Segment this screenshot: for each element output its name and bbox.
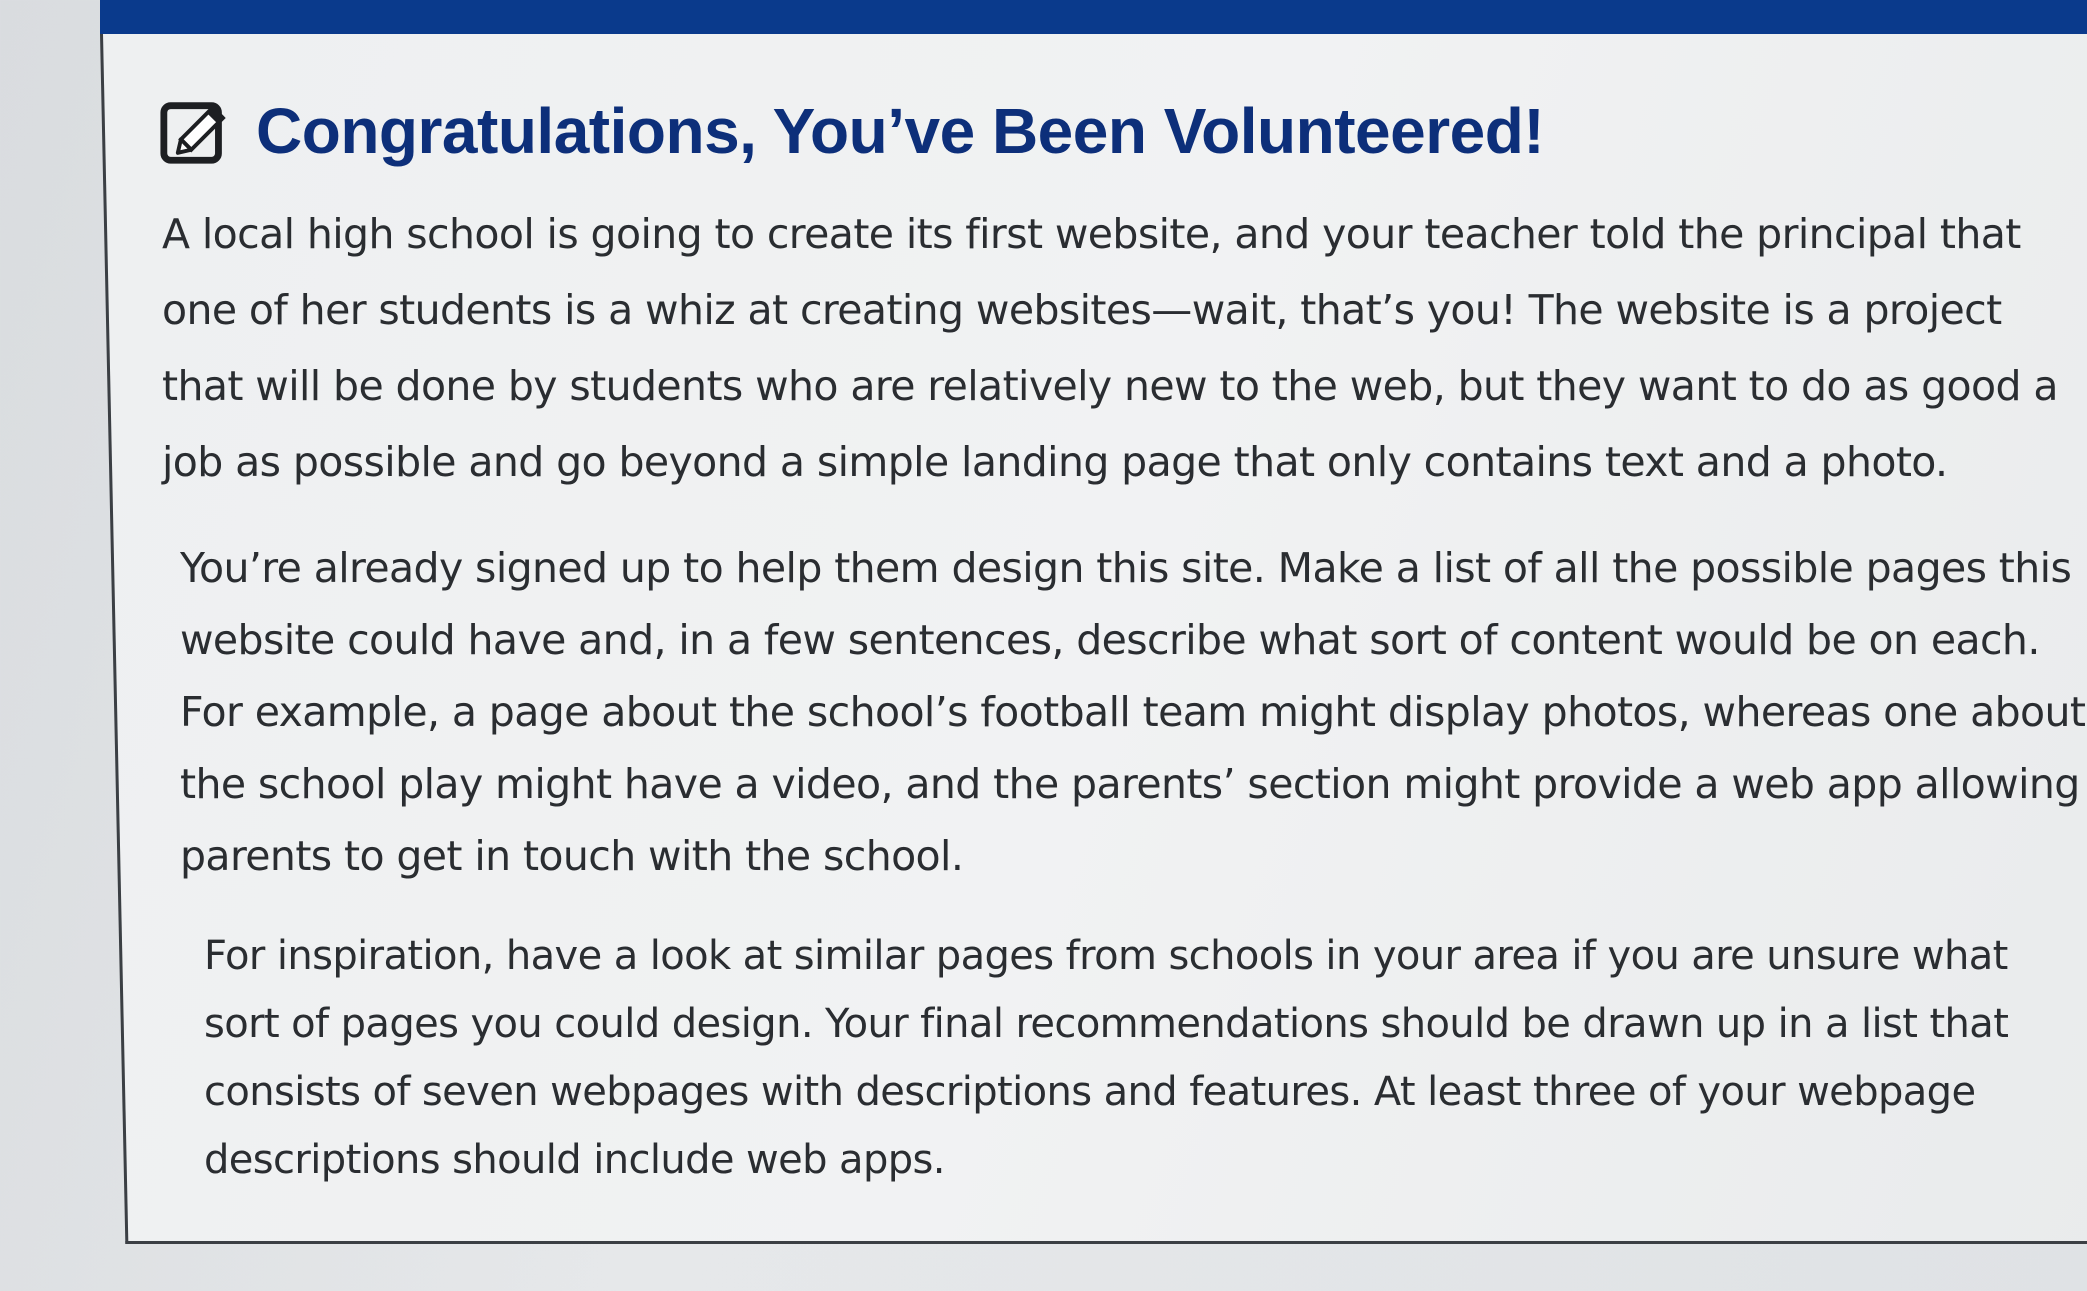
text-line: parents to get in touch with the school.: [180, 832, 964, 880]
text-line: the school play might have a video, and the parents’ section might provide a web app allowing: [180, 760, 2080, 808]
page-title: Congratulations, You’ve Been Volunteered!: [256, 95, 1545, 167]
paragraph-intro: [162, 196, 2058, 500]
text-line: For example, a page about the school’s football team might display photos, whereas one about: [180, 688, 2086, 736]
text-line: website could have and, in a few sentences, describe what sort of content would be on each.: [180, 616, 2040, 664]
edit-pencil-icon: [158, 92, 236, 170]
paragraph-instructions: [180, 532, 2085, 892]
text-line: consists of seven webpages with descriptions and features. At least three of your webpage: [204, 1069, 1976, 1115]
paragraph-inspiration: [204, 922, 2008, 1194]
text-line: one of her students is a whiz at creating websites—wait, that’s you! The website is a project: [162, 286, 2002, 334]
text-line: A local high school is going to create its first website, and your teacher told the principal that: [162, 210, 2021, 258]
text-line: job as possible and go beyond a simple landing page that only contains text and a photo.: [162, 438, 1948, 486]
top-header-bar: [100, 0, 2087, 34]
text-line: For inspiration, have a look at similar pages from schools in your area if you are unsure what: [204, 933, 2008, 979]
text-line: You’re already signed up to help them design this site. Make a list of all the possible pages this: [180, 544, 2072, 592]
text-line: descriptions should include web apps.: [204, 1137, 945, 1183]
text-line: sort of pages you could design. Your final recommendations should be drawn up in a list that: [204, 1001, 2009, 1047]
section-heading: [158, 92, 1544, 170]
text-line: that will be done by students who are relatively new to the web, but they want to do as good a: [162, 362, 2058, 410]
